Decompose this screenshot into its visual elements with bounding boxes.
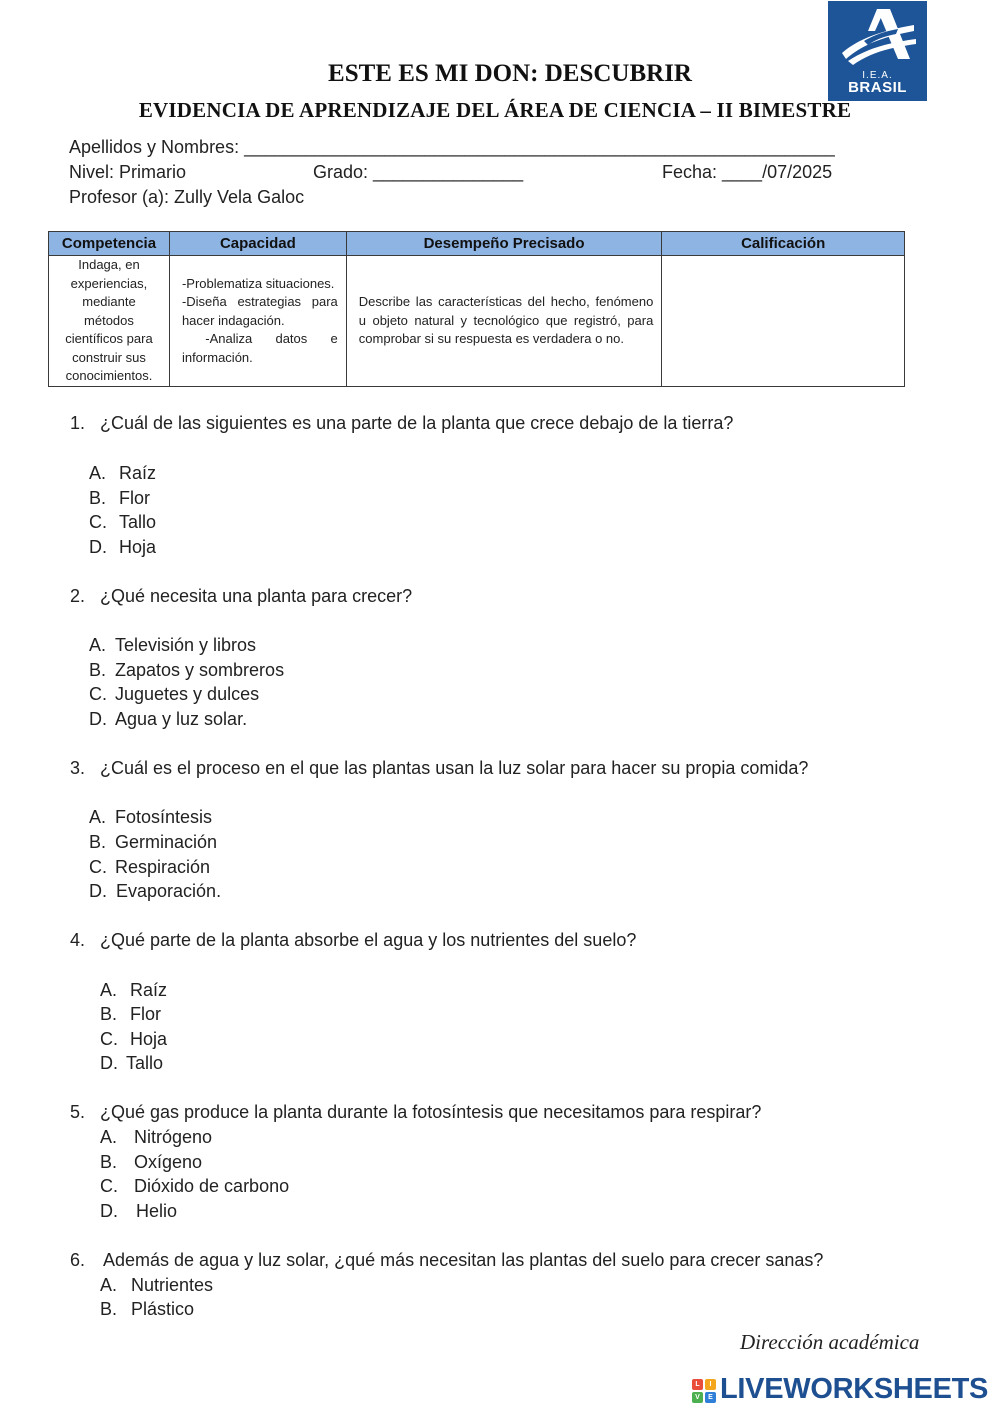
question-3 <box>70 758 808 779</box>
option-3a[interactable]: A. Fotosíntesis <box>89 807 213 827</box>
liveworksheets-text: LIVEWORKSHEETS <box>720 1373 989 1405</box>
table-row <box>49 256 905 387</box>
page-title: ESTE ES MI DON: DESCUBRIR <box>328 60 692 87</box>
calificacion-cell[interactable] <box>662 256 905 387</box>
question-number: 1. <box>70 413 86 433</box>
competencia-line: científicos para <box>65 331 153 346</box>
question-text: Además de agua y luz solar, ¿qué más necesitan las plantas del suelo para crecer sanas? <box>103 1250 824 1270</box>
option-6b[interactable]: B. Plástico <box>100 1299 195 1319</box>
capacidad-item: -Diseña estrategias para hacer indagación. <box>181 294 338 328</box>
question-text: ¿Qué parte de la planta absorbe el agua y los nutrientes del suelo? <box>100 930 637 950</box>
option-2b[interactable]: B. Zapatos y sombreros <box>89 660 285 680</box>
capacidad-item: -Analiza datos e información. <box>181 331 342 365</box>
option-1a[interactable]: A. Raíz <box>89 463 157 483</box>
option-2a[interactable]: A. Televisión y libros <box>89 635 257 655</box>
competencia-cell <box>49 256 170 387</box>
teacher-label: Profesor (a): Zully Vela Galoc <box>69 187 305 207</box>
option-1c[interactable]: C. Tallo <box>89 512 157 532</box>
header-desempeno: Desempeño Precisado <box>346 232 662 256</box>
question-1 <box>70 413 733 434</box>
competencia-line: Indaga, en <box>78 257 140 272</box>
option-2d[interactable]: D. Agua y luz solar. <box>89 709 248 729</box>
question-text: ¿Cuál de las siguientes es una parte de la planta que crece debajo de la tierra? <box>100 413 734 433</box>
header-calificacion: Calificación <box>662 232 905 256</box>
question-2 <box>70 586 412 607</box>
question-number: 2. <box>70 586 86 606</box>
date-field[interactable]: Fecha: ____/07/2025 <box>662 162 833 182</box>
header-capacidad: Capacidad <box>169 232 346 256</box>
option-3b[interactable]: B. Germinación <box>89 832 218 852</box>
header-competencia: Competencia <box>49 232 170 256</box>
option-5b[interactable]: B. Oxígeno <box>100 1152 203 1172</box>
competencia-line: experiencias, <box>70 275 148 291</box>
competencia-line: construir sus <box>72 349 146 365</box>
question-number: 4. <box>70 930 86 950</box>
student-names-field[interactable]: Apellidos y Nombres: ___________________________________________________________ <box>69 137 835 157</box>
page-subtitle: EVIDENCIA DE APRENDIZAJE DEL ÁREA DE CIENCIA – II BIMESTRE <box>138 98 852 122</box>
logo-iea-text: I.E.A. <box>862 70 893 81</box>
option-6a[interactable]: A. Nutrientes <box>100 1275 214 1295</box>
option-4c[interactable]: C. Hoja <box>100 1029 168 1049</box>
question-text: ¿Qué necesita una planta para crecer? <box>100 586 413 606</box>
desempeno-cell: Describe las características del hecho, fenómeno u objeto natural y tecnológico que registró, para comprobar si su respuesta es verdadera o no. <box>346 256 662 387</box>
question-text: ¿Cuál es el proceso en el que las plantas usan la luz solar para hacer su propia comida? <box>100 758 809 778</box>
competencia-line: métodos <box>84 312 134 328</box>
question-6 <box>70 1250 823 1271</box>
question-4 <box>70 930 636 951</box>
grade-field[interactable]: Grado: _______________ <box>313 162 524 182</box>
capacidad-cell <box>169 256 346 387</box>
logo-brasil-text: BRASIL <box>848 79 907 96</box>
option-3c[interactable]: C. Respiración <box>89 857 211 877</box>
question-number: 3. <box>70 758 86 778</box>
option-2c[interactable]: C. Juguetes y dulces <box>89 684 260 704</box>
option-1d[interactable]: D. Hoja <box>89 537 157 557</box>
competency-table <box>48 231 905 387</box>
option-1b[interactable]: B. Flor <box>89 488 150 508</box>
option-4b[interactable]: B. Flor <box>100 1004 161 1024</box>
competencia-line: mediante <box>82 294 136 309</box>
direccion-academica: Dirección académica <box>740 1330 920 1354</box>
question-number: 5. <box>70 1102 86 1122</box>
level-label: Nivel: Primario <box>69 162 187 182</box>
question-5 <box>70 1102 761 1123</box>
question-text: ¿Qué gas produce la planta durante la fotosíntesis que necesitamos para respirar? <box>100 1102 762 1122</box>
question-number: 6. <box>70 1250 86 1270</box>
table-header-row <box>49 232 905 256</box>
option-5d[interactable]: D. Helio <box>100 1201 178 1221</box>
liveworksheets-icon: L I V E <box>692 1379 716 1403</box>
option-3d[interactable]: D. Evaporación. <box>89 881 222 901</box>
option-4a[interactable]: A. Raíz <box>100 980 168 1000</box>
option-5c[interactable]: C. Dióxido de carbono <box>100 1176 290 1196</box>
option-4d[interactable]: D. Tallo <box>100 1053 164 1073</box>
option-5a[interactable]: A. Nitrógeno <box>100 1127 213 1147</box>
competencia-line: conocimientos. <box>65 368 153 383</box>
capacidad-item: -Problematiza situaciones. <box>181 275 335 291</box>
